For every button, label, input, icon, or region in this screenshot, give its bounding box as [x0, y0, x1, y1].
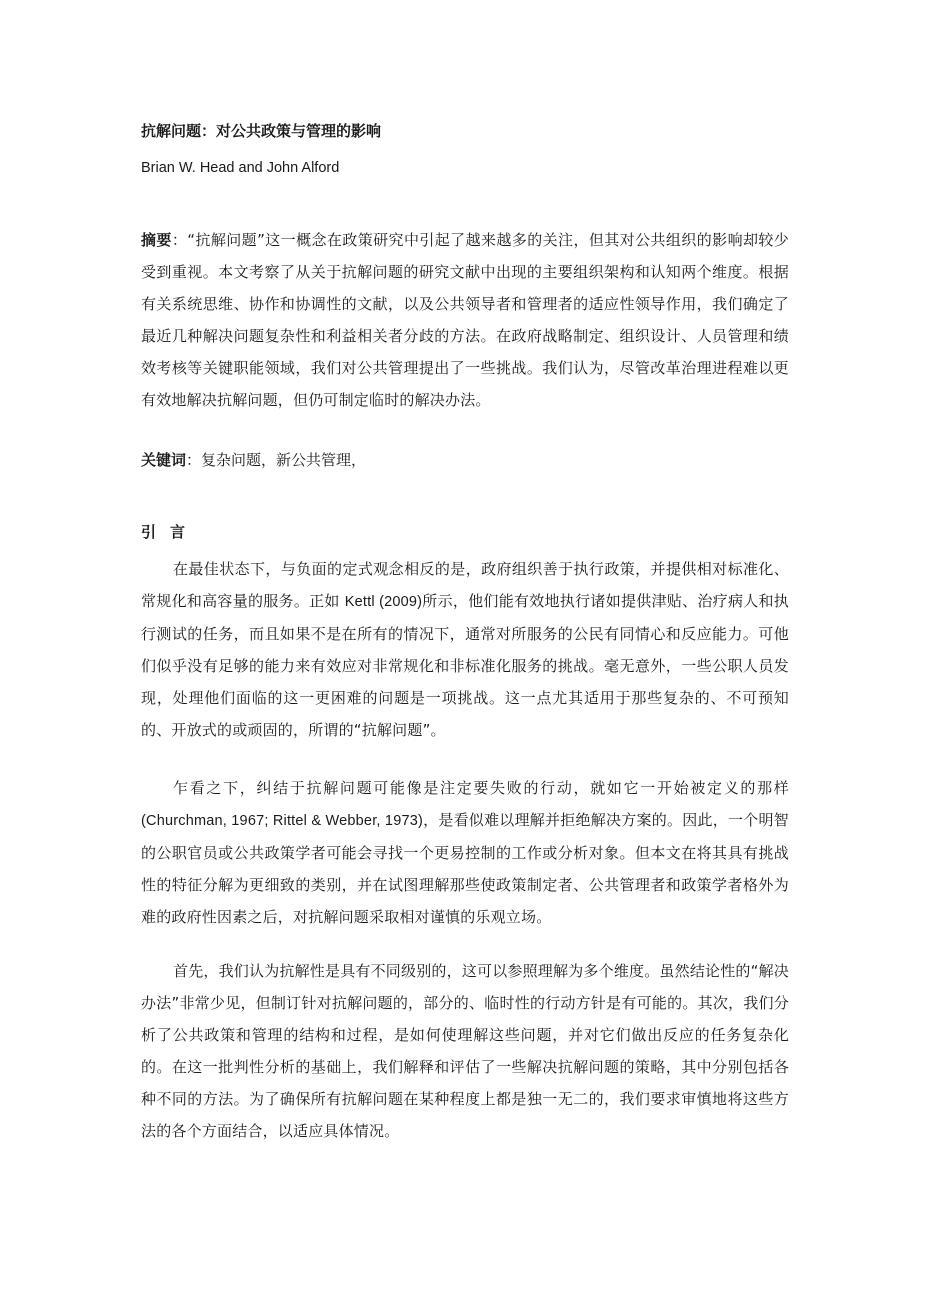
body-paragraph-1	[141, 553, 789, 746]
keywords-label: 关键词	[141, 451, 187, 469]
paragraph-1-text-a: 在最佳状态下，与负面的定式观念相反的是，政府组织善于执行政策，并提供相对标准化、常规化和高容量的服务。正如	[141, 560, 789, 610]
keywords-line	[141, 447, 789, 473]
paragraph-2-text-b: ，是看似难以理解并拒绝解决方案的。因此，一个明智的公职官员或公共政策学者可能会寻找一个更易控制的工作或分析对象。但本文在将其具有挑战性的特征分解为更细致的类别，并在试图理解那些使政策制定者、公共管理者和政策学者格外为难的政府性因素之后，对抗解问题采取相对谨慎的乐观立场。	[141, 811, 789, 926]
abstract-text: ：“抗解问题”这一概念在政策研究中引起了越来越多的关注，但其对公共组织的影响却较少受到重视。本文考察了从关于抗解问题的研究文献中出现的主要组织架构和认知两个维度。根据有关系统思维、协作和协调性的文献，以及公共领导者和管理者的适应性领导作用，我们确定了最近几种解决问题复杂性和利益相关者分歧的方法。在政府战略制定、组织设计、人员管理和绩效考核等关键职能领域，我们对公共管理提出了一些挑战。我们认为，尽管改革治理进程难以更有效地解决抗解问题，但仍可制定临时的解决办法。	[141, 231, 789, 409]
keywords-text: ：复杂问题，新公共管理，	[186, 451, 367, 469]
body-paragraph-2	[141, 772, 789, 933]
document-title: 抗解问题：对公共政策与管理的影响	[141, 122, 382, 140]
document-authors: Brian W. Head and John Alford	[141, 160, 340, 176]
paragraph-1-text-b: 所示，他们能有效地执行诸如提供津贴、治疗病人和执行测试的任务，而且如果不是在所有的情况下，通常对所服务的公民有同情心和反应能力。可他们似乎没有足够的能力来有效应对非常规化和非标准化服务的挑战。毫无意外，一些公职人员发现，处理他们面临的这一更困难的问题是一项挑战。这一点尤其适用于那些复杂的、不可预知的、开放式的或顽固的，所谓的“抗解问题”。	[141, 592, 790, 739]
paragraph-2-text-a: 乍看之下，纠结于抗解问题可能像是注定要失败的行动，就如它一开始被定义的那样	[173, 779, 789, 797]
paragraph-2-citation: (Churchman, 1967; Rittel & Webber, 1973)	[141, 813, 424, 829]
body-paragraph-3: 首先，我们认为抗解性是具有不同级别的，这可以参照理解为多个维度。虽然结论性的“解决办法”非常少见，但制订针对抗解问题的，部分的、临时性的行动方针是有可能的。其次，我们分析了公共政策和管理的结构和过程，是如何使理解这些问题，并对它们做出反应的任务复杂化的。在这一批判性分析的基础上，我们解释和评估了一些解决抗解问题的策略，其中分别包括各种不同的方法。为了确保所有抗解问题在某种程度上都是独一无二的，我们要求审慎地将这些方法的各个方面结合，以适应具体情况。	[141, 962, 789, 1140]
abstract-label: 摘要	[141, 231, 172, 249]
section-heading-introduction: 引言	[141, 523, 200, 541]
abstract-paragraph	[141, 224, 789, 416]
paragraph-1-citation: Kettl (2009)	[344, 594, 423, 610]
